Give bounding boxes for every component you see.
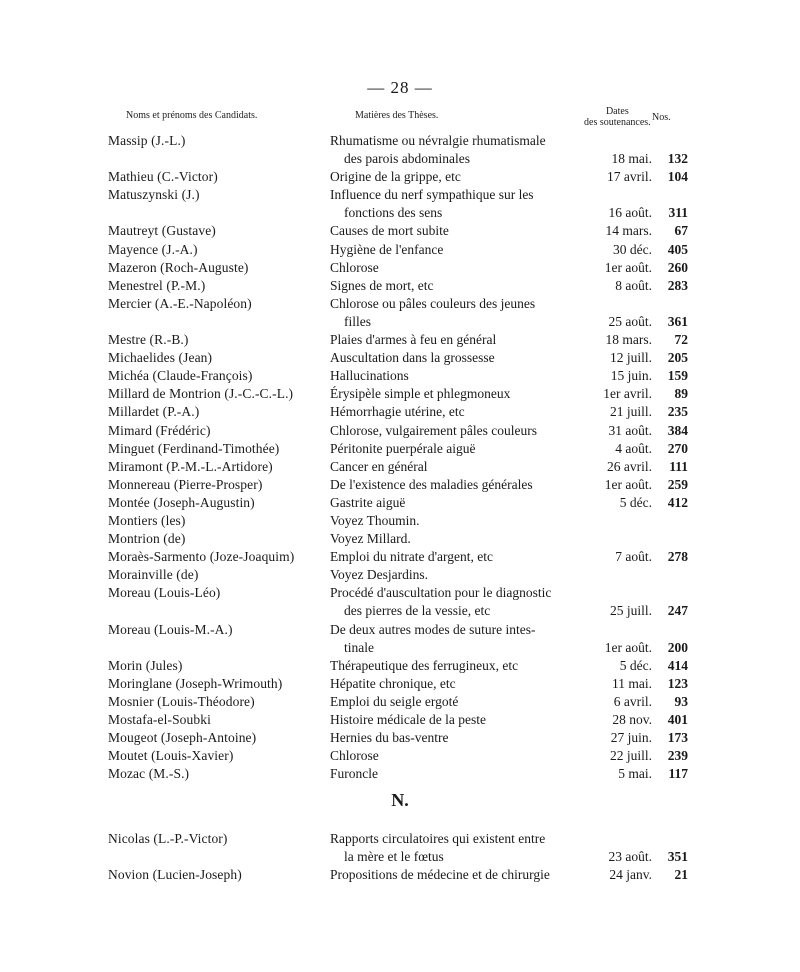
defense-date: 1er avril.: [603, 386, 652, 402]
defense-date: 28 nov.: [612, 712, 652, 727]
thesis-number: 283: [667, 277, 688, 293]
thesis-subject: Auscultation dans la grossesse: [330, 350, 495, 366]
entry-line: [108, 584, 688, 602]
entry-line: [108, 494, 688, 512]
candidate-name: Mayence (J.-A.): [108, 241, 198, 257]
entry-line: [108, 729, 688, 747]
thesis-number: 405: [667, 241, 688, 257]
thesis-number: 173: [667, 730, 688, 746]
thesis-subject: tinale: [344, 639, 374, 655]
defense-date: 11 mai.: [612, 675, 652, 691]
candidate-name: Morainville (de): [108, 567, 199, 583]
defense-date: 15 juin.: [610, 368, 652, 384]
entry-line: [108, 132, 688, 150]
thesis-subject: Érysipèle simple et phlegmoneux: [330, 386, 511, 402]
entry-line: [108, 657, 688, 675]
section-letter: N.: [391, 790, 409, 810]
thesis-number: 384: [667, 422, 688, 438]
defense-date: 31 août.: [608, 422, 652, 438]
defense-date: 1er août.: [604, 259, 652, 275]
thesis-subject: Chlorose: [330, 748, 379, 764]
header-names: Noms et prénoms des Candidats.: [126, 110, 258, 121]
thesis-subject: Rapports circulatoires qui existent entre: [330, 831, 546, 846]
thesis-number: 132: [667, 151, 688, 167]
thesis-subject: Furoncle: [330, 766, 378, 782]
thesis-subject: Gastrite aiguë: [330, 494, 406, 510]
defense-date: 6 avril.: [613, 693, 652, 709]
entry-line: [108, 530, 688, 548]
candidate-name: Mautreyt (Gustave): [108, 223, 216, 239]
candidate-name: Moutet (Louis-Xavier): [108, 748, 234, 764]
candidate-name: Moringlane (Joseph-Wrimouth): [108, 675, 283, 691]
defense-date: 30 déc.: [613, 241, 652, 257]
candidate-name: Mathieu (C.-Victor): [108, 169, 218, 185]
defense-date: 1er août.: [604, 639, 652, 655]
defense-date: 24 janv.: [609, 867, 652, 883]
defense-date: 21 juill.: [609, 404, 652, 420]
defense-date: 25 juill.: [609, 603, 652, 619]
header-nos: Nos.: [652, 112, 671, 123]
thesis-subject: Chlorose, vulgairement pâles couleurs: [330, 422, 537, 438]
entry-line: [108, 150, 688, 168]
thesis-subject: Hygiène de l'enfance: [330, 241, 444, 257]
thesis-number: 72: [674, 332, 688, 348]
thesis-number: 205: [667, 350, 688, 366]
defense-date: 8 août.: [615, 277, 652, 293]
thesis-number: 235: [667, 404, 688, 420]
candidate-name: Millardet (P.-A.): [108, 404, 200, 420]
thesis-number: 278: [667, 549, 688, 565]
candidate-name: Moraès-Sarmento (Joze-Joaquim): [108, 549, 295, 565]
entry-line: [108, 440, 688, 458]
thesis-number: 67: [674, 223, 688, 239]
thesis-number: 361: [667, 313, 688, 329]
page-number: — 28 —: [367, 78, 433, 97]
defense-date: 25 août.: [608, 313, 652, 329]
entry-line: [108, 313, 688, 331]
candidate-name: Mimard (Frédéric): [108, 422, 211, 438]
entry-line: [108, 367, 688, 385]
entry-line: [108, 476, 688, 494]
thesis-subject: Origine de la grippe, etc: [330, 169, 461, 185]
thesis-subject: fonctions des sens: [344, 205, 443, 221]
thesis-number: 270: [667, 440, 688, 456]
thesis-number: 104: [667, 169, 688, 185]
candidate-name: Mostafa-el-Soubki: [108, 712, 211, 727]
entry-line: [108, 422, 688, 440]
entry-line: [108, 186, 688, 204]
entry-line: [108, 512, 688, 530]
candidate-name: Nicolas (L.-P.-Victor): [108, 831, 228, 846]
thesis-subject: Péritonite puerpérale aiguë: [330, 440, 476, 456]
thesis-number: 89: [674, 386, 688, 402]
candidate-name: Michéa (Claude-François): [108, 368, 253, 384]
entry-line: [108, 385, 688, 403]
entry-line: [108, 602, 688, 620]
candidate-name: Novion (Lucien-Joseph): [108, 867, 242, 883]
defense-date: 18 mars.: [605, 332, 652, 348]
candidate-name: Massip (J.-L.): [108, 133, 186, 148]
defense-date: 5 mai.: [618, 766, 652, 782]
candidate-name: Montiers (les): [108, 512, 186, 528]
candidate-name: Mercier (A.-E.-Napoléon): [108, 295, 252, 311]
defense-date: 22 juill.: [609, 748, 652, 764]
thesis-subject: Propositions de médecine et de chirurgie: [330, 867, 550, 883]
thesis-subject: Hernies du bas-ventre: [330, 730, 449, 746]
thesis-number: 111: [669, 458, 688, 474]
thesis-subject: Procédé d'auscultation pour le diagnostic: [330, 585, 552, 601]
defense-date: 16 août.: [608, 205, 652, 221]
header-dates-line2: des soutenances.: [584, 117, 651, 128]
entry-line: [108, 277, 688, 295]
candidate-name: Mestre (R.-B.): [108, 332, 189, 348]
thesis-subject: des pierres de la vessie, etc: [344, 603, 491, 619]
thesis-subject: Hépatite chronique, etc: [330, 675, 456, 691]
thesis-number: 351: [667, 849, 688, 865]
entry-line: [108, 548, 688, 566]
thesis-subject: Influence du nerf sympathique sur les: [330, 187, 534, 203]
entries-section-m: [108, 132, 688, 783]
thesis-number: 159: [667, 368, 688, 384]
entry-line: [108, 295, 688, 313]
entry-line: [108, 621, 688, 639]
candidate-name: Minguet (Ferdinand-Timothée): [108, 440, 280, 456]
thesis-number: 412: [667, 494, 688, 510]
thesis-subject: Voyez Desjardins.: [330, 567, 428, 583]
entry-line: [108, 168, 688, 186]
entry-line: [108, 222, 688, 240]
candidate-name: Mosnier (Louis-Théodore): [108, 693, 255, 709]
entry-line: [108, 848, 688, 866]
entry-line: [108, 331, 688, 349]
thesis-subject: Rhumatisme ou névralgie rhumatismale: [330, 133, 546, 148]
entry-line: [108, 711, 688, 729]
header-dates-line1: Dates: [605, 106, 629, 117]
entry-line: [108, 259, 688, 277]
thesis-number: 21: [674, 867, 688, 883]
entry-line: [108, 349, 688, 367]
defense-date: 1er août.: [604, 476, 652, 492]
candidate-name: Mozac (M.-S.): [108, 766, 190, 782]
candidate-name: Morin (Jules): [108, 657, 183, 673]
thesis-subject: Chlorose ou pâles couleurs des jeunes: [330, 295, 536, 311]
entry-line: [108, 675, 688, 693]
thesis-subject: Emploi du seigle ergoté: [330, 693, 459, 709]
thesis-subject: des parois abdominales: [344, 151, 470, 167]
candidate-name: Moreau (Louis-Léo): [108, 585, 221, 601]
entry-line: [108, 747, 688, 765]
defense-date: 23 août.: [608, 849, 652, 865]
candidate-name: Mougeot (Joseph-Antoine): [108, 730, 257, 746]
thesis-number: 247: [667, 603, 688, 619]
entry-line: [108, 204, 688, 222]
entry-line: [108, 639, 688, 657]
thesis-subject: Histoire médicale de la peste: [330, 712, 486, 727]
thesis-subject: Causes de mort subite: [330, 223, 449, 239]
defense-date: 5 déc.: [619, 657, 652, 673]
candidate-name: Millard de Montrion (J.-C.-C.-L.): [108, 386, 294, 402]
thesis-subject: De l'existence des maladies générales: [330, 476, 533, 492]
candidate-name: Miramont (P.-M.-L.-Artidore): [108, 458, 273, 474]
thesis-subject: Hallucinations: [330, 368, 409, 384]
defense-date: 4 août.: [615, 440, 652, 456]
thesis-subject: Emploi du nitrate d'argent, etc: [330, 549, 494, 565]
defense-date: 17 avril.: [607, 169, 652, 185]
thesis-number: 200: [667, 639, 688, 655]
candidate-name: Moreau (Louis-M.-A.): [108, 621, 233, 637]
candidate-name: Montrion (de): [108, 531, 186, 547]
defense-date: 5 déc.: [619, 494, 652, 510]
thesis-number: 123: [667, 675, 688, 691]
defense-date: 14 mars.: [605, 223, 652, 239]
entry-line: [108, 693, 688, 711]
thesis-subject: Signes de mort, etc: [330, 277, 434, 293]
thesis-subject: filles: [344, 313, 371, 329]
defense-date: 26 avril.: [607, 458, 652, 474]
defense-date: 27 juin.: [610, 730, 652, 746]
thesis-subject: Cancer en général: [330, 458, 428, 474]
thesis-number: 239: [667, 748, 688, 764]
header-subjects: Matières des Thèses.: [355, 110, 439, 121]
thesis-subject: Thérapeutique des ferrugineux, etc: [330, 657, 519, 673]
thesis-subject: Voyez Thoumin.: [330, 512, 420, 528]
entries-section-n: [108, 830, 688, 884]
thesis-number: 117: [668, 766, 688, 782]
defense-date: 18 mai.: [611, 151, 652, 167]
thesis-subject: De deux autres modes de suture intes-: [330, 621, 536, 637]
thesis-subject: la mère et le fœtus: [344, 849, 444, 865]
entry-line: [108, 830, 688, 848]
entry-line: [108, 566, 688, 584]
candidate-name: Matuszynski (J.): [108, 187, 200, 203]
entry-line: [108, 866, 688, 884]
candidate-name: Menestrel (P.-M.): [108, 277, 206, 293]
thesis-number: 259: [667, 476, 688, 492]
defense-date: 7 août.: [615, 549, 652, 565]
thesis-number: 311: [668, 205, 688, 221]
entry-line: [108, 403, 688, 421]
thesis-subject: Voyez Millard.: [330, 531, 411, 547]
thesis-number: 260: [667, 259, 688, 275]
entry-line: [108, 241, 688, 259]
thesis-subject: Hémorrhagie utérine, etc: [330, 404, 465, 420]
entry-line: [108, 458, 688, 476]
candidate-name: Monnereau (Pierre-Prosper): [108, 476, 263, 492]
header-dates: [584, 106, 651, 128]
defense-date: 12 juill.: [609, 350, 652, 366]
thesis-subject: Chlorose: [330, 259, 379, 275]
candidate-name: Montée (Joseph-Augustin): [108, 494, 255, 510]
thesis-number: 93: [674, 693, 688, 709]
entry-line: [108, 765, 688, 783]
candidate-name: Mazeron (Roch-Auguste): [108, 259, 249, 275]
thesis-number: 414: [667, 657, 688, 673]
thesis-subject: Plaies d'armes à feu en général: [330, 332, 497, 348]
candidate-name: Michaelides (Jean): [108, 350, 213, 366]
thesis-number: 401: [667, 712, 688, 727]
